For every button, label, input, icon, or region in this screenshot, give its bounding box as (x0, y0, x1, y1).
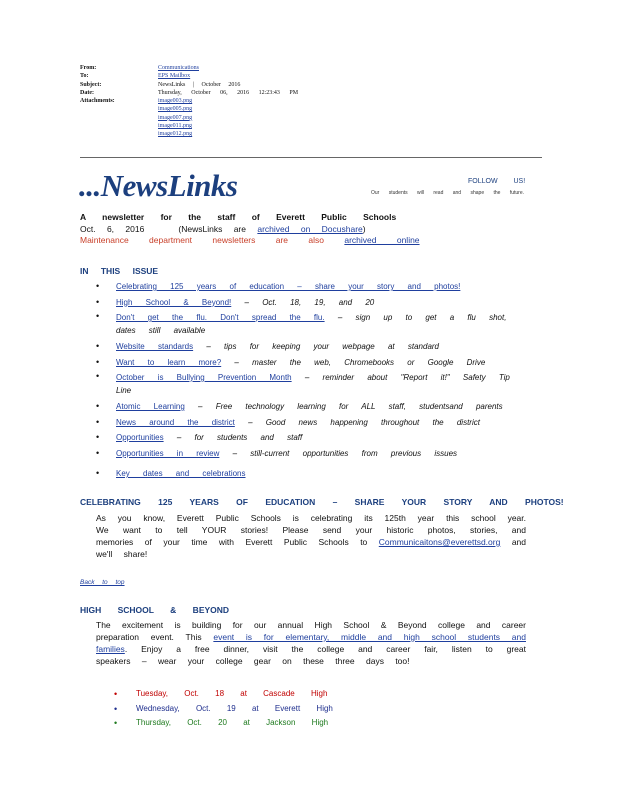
issue-date-line (80, 224, 540, 236)
toc-item: • High School & Beyond! – Oct. 18, 19, and 20 (96, 295, 526, 311)
attachment-list (158, 97, 213, 138)
toc-item: • Opportunities in review – still-current opportunities from previous issues (96, 446, 526, 462)
attachment-link[interactable]: image007.png (158, 114, 193, 121)
archived-prefix: (NewsLinks are (178, 223, 246, 234)
toc-item: • Opportunities – for students and staff (96, 430, 526, 446)
toc-item (96, 466, 526, 482)
date-value: Thursday, October 06, 2016 12:23:43 PM (158, 89, 299, 96)
celebrating-text-end: and we'll share! (96, 537, 526, 559)
high-school-text-end: . Enjoy a free dinner, visit the college and career fair, listen to great speakers – wear your college gear on these three days too! (96, 644, 526, 666)
celebrating-text: As you know, Everett Public Schools is celebrating its 125th year this school year. We want to tell YOUR stories! Please send your historic photos, stories, and memories of your time with Everett Public Schools to (96, 513, 526, 547)
attachment-link[interactable]: image005.png (158, 106, 193, 113)
email-header (80, 64, 298, 139)
toc-link[interactable]: News around the district (116, 417, 235, 427)
attachment-link[interactable]: image012.png (158, 131, 193, 138)
newsletter-subtitle: A newsletter for the staff of Everett Public Schools (80, 212, 397, 222)
event-dates-list (114, 687, 333, 731)
toc-link[interactable]: Atomic Learning (116, 402, 185, 411)
toc-link[interactable]: Celebrating 125 years of education – share your story and photos! (116, 282, 461, 291)
toc-item: • October is Bullying Prevention Month – reminder about "Report it!" Safety Tip Line (96, 370, 526, 399)
toc-link[interactable]: Opportunities (116, 433, 164, 442)
subject-value: NewsLinks | October 2016 (158, 81, 241, 88)
toc-item: • News around the district – Good news happening throughout the district (96, 415, 526, 431)
toc-link[interactable]: Opportunities in review (116, 448, 220, 458)
in-this-issue-heading: IN THIS ISSUE (80, 266, 159, 276)
archived-online-link[interactable]: archived online (344, 235, 420, 245)
attachment-link[interactable]: image003.png (158, 98, 193, 105)
toc-item: • Website standards – tips for keeping your webpage at standard (96, 339, 526, 355)
toc-link[interactable]: Website standards (116, 342, 194, 351)
subject-label: Subject: (80, 81, 102, 88)
toc-link[interactable]: Key dates and celebrations (116, 469, 246, 478)
toc-link[interactable]: Want to learn more? (116, 357, 222, 367)
tagline: Our students will read and shape the future. (371, 190, 525, 196)
event-date-item: • Tuesday, Oct. 18 at Cascade High (114, 687, 333, 702)
toc-link[interactable]: High School & Beyond! (116, 297, 232, 307)
high-school-text: The excitement is building for our annual High School & Beyond college and career preparation event. This (96, 620, 526, 642)
attachment-link[interactable]: image011.png (158, 123, 192, 130)
event-date-item: • Thursday, Oct. 20 at Jackson High (114, 716, 333, 731)
event-date-item: • Wednesday, Oct. 19 at Everett High (114, 702, 333, 717)
toc-list (96, 279, 526, 482)
header-divider (80, 157, 542, 158)
high-school-body (96, 619, 526, 667)
toc-item (96, 279, 526, 295)
celebrating-body (96, 512, 526, 560)
attachments-label: Attachments: (80, 98, 115, 105)
issue-date: Oct. 6, 2016 (80, 223, 145, 234)
intro-block (80, 212, 540, 247)
newslinks-logo: ...NewsLinks (79, 168, 238, 203)
celebrating-heading: CELEBRATING 125 YEARS OF EDUCATION – SHARE YOUR STORY AND PHOTOS! (80, 497, 564, 507)
maintenance-line (80, 235, 540, 247)
toc-item: • Atomic Learning – Free technology learning for ALL staff, studentsand parents (96, 399, 526, 415)
from-link[interactable]: Communications (158, 65, 199, 71)
high-school-heading: HIGH SCHOOL & BEYOND (80, 605, 230, 615)
toc-item: • Want to learn more? – master the web, Chromebooks or Google Drive (96, 355, 526, 371)
event-info-link[interactable]: event is for elementary, middle and high school students and families (96, 632, 526, 654)
to-link[interactable]: EPS Mailbox (158, 73, 191, 80)
toc-item: • Don't get the flu. Don't spread the flu. – sign up to get a flu shot, dates still available (96, 310, 526, 339)
communications-email-link[interactable]: Communicaitons@everettsd.org (378, 537, 501, 547)
maintenance-text: Maintenance department newsletters are also (80, 235, 324, 245)
toc-link[interactable]: Don't get the flu. Don't spread the flu. (116, 313, 325, 322)
date-label: Date: (80, 89, 94, 96)
archived-suffix: ) (362, 223, 366, 234)
toc-link[interactable]: October is Bullying Prevention Month (116, 373, 292, 382)
to-label: To: (80, 73, 89, 80)
back-to-top-link[interactable]: Back to top (80, 579, 125, 586)
from-label: From: (80, 65, 97, 71)
follow-us-label[interactable]: FOLLOW US! (468, 178, 526, 185)
archived-docushare-link[interactable]: archived on Docushare (257, 223, 363, 234)
